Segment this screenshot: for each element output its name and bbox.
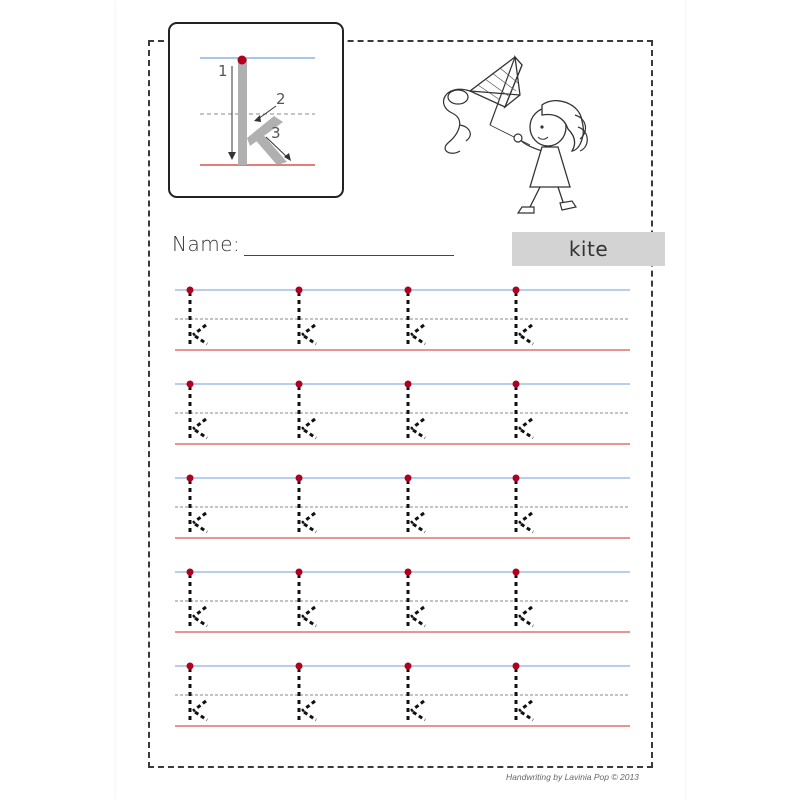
tracing-practice-area <box>175 280 630 730</box>
dotted-k-leg <box>304 336 316 344</box>
red-start-dot <box>296 475 303 482</box>
word-box <box>512 232 665 266</box>
dotted-k-diagonal <box>193 607 206 617</box>
dotted-k-diagonal <box>411 701 424 711</box>
red-start-dot <box>296 381 303 388</box>
red-start-dot <box>296 663 303 670</box>
red-start-dot <box>513 381 520 388</box>
red-start-dot <box>513 475 520 482</box>
dotted-k-leg <box>195 524 207 532</box>
dotted-k-leg <box>413 712 425 720</box>
copyright-footer: Handwriting by Lavinia Pop © 2013 <box>506 772 639 782</box>
dotted-k-leg <box>521 524 533 532</box>
dotted-k-diagonal <box>193 701 206 711</box>
dotted-k-leg <box>304 430 316 438</box>
red-start-dot <box>296 287 303 294</box>
dotted-k-leg <box>413 524 425 532</box>
dotted-k-diagonal <box>193 419 206 429</box>
dotted-k-leg <box>195 712 207 720</box>
red-start-dot <box>187 569 194 576</box>
dotted-k-leg <box>195 618 207 626</box>
dotted-k-diagonal <box>302 325 315 335</box>
red-start-dot <box>405 475 412 482</box>
red-start-dot <box>187 475 194 482</box>
dotted-k-diagonal <box>411 607 424 617</box>
arrow-head-icon <box>228 152 236 160</box>
dotted-k-diagonal <box>519 419 532 429</box>
dotted-k-diagonal <box>519 513 532 523</box>
red-start-dot <box>187 663 194 670</box>
red-start-dot <box>187 287 194 294</box>
dotted-k-diagonal <box>519 607 532 617</box>
stroke-number-1: 1 <box>218 62 228 80</box>
model-letter-box <box>168 22 344 198</box>
dotted-k-leg <box>521 618 533 626</box>
dotted-k-diagonal <box>193 325 206 335</box>
dotted-k-diagonal <box>411 513 424 523</box>
red-start-dot <box>513 287 520 294</box>
model-diagonal-2 <box>252 131 287 165</box>
dotted-k-leg <box>195 336 207 344</box>
model-stem <box>238 58 247 165</box>
arrow-head-icon <box>254 115 261 122</box>
name-writing-line[interactable] <box>244 255 454 256</box>
name-label: Name: <box>172 232 241 256</box>
red-start-dot <box>405 569 412 576</box>
red-start-dot <box>405 663 412 670</box>
girl-flying-kite-illustration <box>430 55 605 225</box>
red-start-dot <box>513 569 520 576</box>
red-start-dot <box>187 381 194 388</box>
dotted-k-diagonal <box>411 325 424 335</box>
dotted-k-leg <box>413 618 425 626</box>
dotted-k-leg <box>304 618 316 626</box>
word-label: kite <box>568 237 609 261</box>
red-start-dot <box>513 663 520 670</box>
red-start-dot <box>405 287 412 294</box>
dotted-k-diagonal <box>302 513 315 523</box>
model-start-dot <box>238 56 247 65</box>
dotted-k-diagonal <box>302 419 315 429</box>
dotted-k-leg <box>413 336 425 344</box>
model-letter-k <box>170 24 346 200</box>
dotted-k-leg <box>521 430 533 438</box>
dotted-k-leg <box>413 430 425 438</box>
dotted-k-leg <box>521 712 533 720</box>
dotted-k-diagonal <box>519 325 532 335</box>
dotted-k-diagonal <box>193 513 206 523</box>
red-start-dot <box>405 381 412 388</box>
stroke-number-3: 3 <box>271 124 281 142</box>
dotted-k-leg <box>195 430 207 438</box>
dotted-k-leg <box>521 336 533 344</box>
red-start-dot <box>296 569 303 576</box>
dotted-k-leg <box>304 712 316 720</box>
dotted-k-diagonal <box>411 419 424 429</box>
dotted-k-diagonal <box>302 701 315 711</box>
dotted-k-leg <box>304 524 316 532</box>
dotted-k-diagonal <box>519 701 532 711</box>
dotted-k-diagonal <box>302 607 315 617</box>
stroke-number-2: 2 <box>276 90 286 108</box>
